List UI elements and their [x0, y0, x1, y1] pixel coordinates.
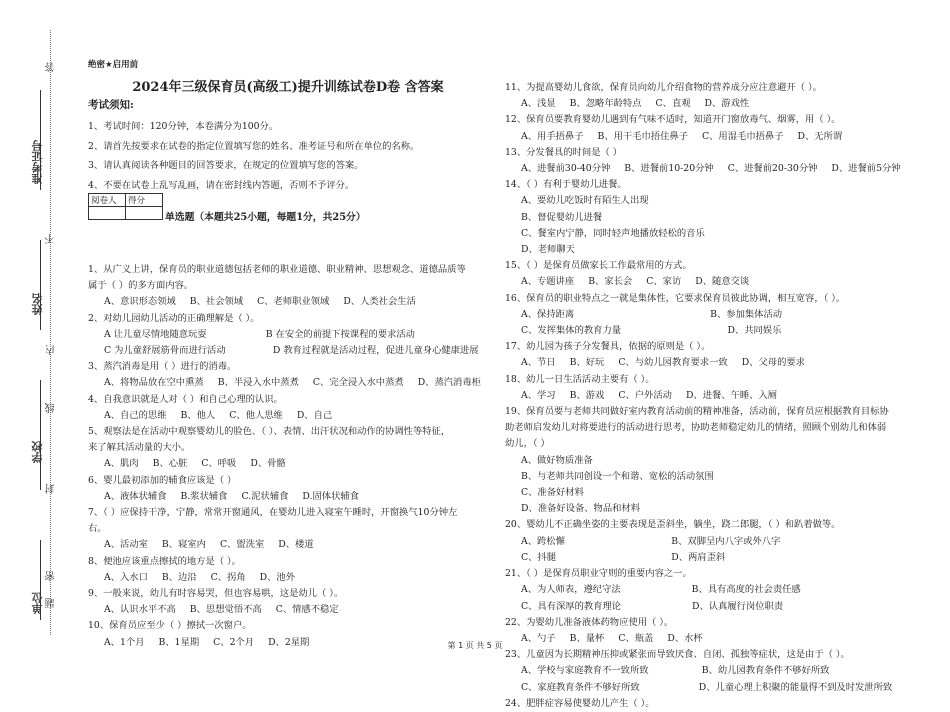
- answer-option[interactable]: D、准备好设备、物品和材料: [521, 503, 641, 515]
- left-questions: [88, 262, 493, 651]
- answer-option[interactable]: A、要幼儿吃饭时有陌生人出现: [521, 195, 649, 207]
- answer-option[interactable]: D、人类社会生活: [343, 296, 416, 308]
- option-row: [505, 129, 905, 145]
- question-item: [505, 647, 905, 696]
- answer-option[interactable]: D、无所谓: [797, 130, 843, 142]
- note-line: 1、考试时间：120分钟，本卷满分为100分。: [88, 121, 279, 132]
- answer-option[interactable]: A、学校与家庭教育不一致所致 B、幼儿园教育条件不够好所致: [521, 665, 830, 677]
- question-text: 幼儿，（ ）: [505, 438, 550, 450]
- question-text: 21、（ ）是保育员职业守则的重要内容之一。: [505, 568, 692, 580]
- answer-option[interactable]: B、1星期: [158, 636, 200, 648]
- question-text: 19、保育员要与老师共同做好室内教育活动前的精神准备，活动前，保育员应根据教育目标协: [505, 406, 889, 418]
- question-text: 23、儿童因为长期精神压抑或紧张而导致厌食、自闭、孤独等症状，这是由于（ ）。: [505, 649, 850, 661]
- answer-option[interactable]: C、进餐前20-30分钟: [727, 163, 818, 175]
- answer-option[interactable]: A、意识形态领域: [104, 296, 176, 308]
- question-item: [88, 424, 493, 473]
- answer-option[interactable]: C、他人思维: [229, 409, 283, 421]
- option-row: [505, 274, 905, 290]
- secret-label: 绝密★启用前: [88, 60, 139, 70]
- answer-option[interactable]: A、用手捂鼻子: [521, 130, 584, 142]
- score-table: [88, 193, 163, 220]
- question-text: 5、观察法是在活动中观察婴幼儿的脸色、（ ）、表情、出汗状况和动作的协调性等特征，: [88, 426, 451, 438]
- answer-option[interactable]: B、寝室内: [161, 539, 206, 551]
- answer-option[interactable]: B、与老师共同创设一个和谐、宽松的活动氛围: [521, 470, 714, 482]
- question-text: 1、从广义上讲，保育员的职业道德包括老师的职业道德、职业精神、思想观念、道德品质等: [88, 264, 466, 275]
- answer-option[interactable]: D、池外: [259, 571, 296, 583]
- seal-mark: 线: [46, 403, 57, 413]
- answer-option[interactable]: A、进餐前30-40分钟: [521, 163, 611, 175]
- exam-notes: [88, 117, 488, 195]
- exam-number-label: 准考证号: [31, 140, 44, 184]
- answer-option[interactable]: B、忽略年龄特点: [569, 98, 642, 110]
- option-row: [88, 489, 493, 505]
- question-text: 11、为提高婴幼儿食欲，保育员向幼儿介绍食物的营养成分应注意避开（ ）。: [505, 82, 822, 93]
- answer-option[interactable]: A、液体状辅食: [104, 490, 167, 502]
- question-item: [505, 696, 905, 712]
- seal-mark: 封: [46, 484, 57, 494]
- answer-option[interactable]: D、蒸汽消毒柜: [417, 377, 481, 389]
- question-item: [505, 517, 905, 566]
- answer-option[interactable]: C、完全浸入水中蒸煮: [312, 377, 404, 389]
- option-row: [88, 537, 493, 553]
- question-item: [505, 258, 905, 290]
- answer-option[interactable]: D、进餐、午睡、入厕: [685, 389, 778, 401]
- answer-option[interactable]: B、他人: [180, 409, 216, 421]
- answer-option[interactable]: A、节日: [521, 357, 556, 369]
- answer-option[interactable]: D、楼道: [278, 539, 314, 551]
- answer-option[interactable]: D、随意交谈: [695, 276, 750, 288]
- question-item: [505, 291, 905, 340]
- question-text: 右。: [88, 523, 107, 535]
- answer-option[interactable]: A、入水口: [104, 571, 148, 583]
- option-row: [88, 375, 493, 391]
- question-text: 18、幼儿一日生活活动主要有（ ）。: [505, 373, 655, 385]
- option-row: [505, 96, 905, 112]
- question-item: [505, 80, 905, 112]
- question-item: [88, 262, 493, 311]
- question-item: [88, 505, 493, 554]
- school-blank[interactable]: [40, 380, 41, 490]
- answer-option[interactable]: C、与幼儿园教育要求一致: [618, 357, 728, 369]
- option-row: [88, 602, 493, 618]
- answer-option[interactable]: B、好玩: [569, 357, 605, 369]
- note-line: 2、请首先按要求在试卷的指定位置填写您的姓名、准考证号和所在单位的名称。: [88, 140, 420, 152]
- answer-option[interactable]: A、肌肉: [104, 458, 139, 470]
- question-item: [88, 359, 493, 391]
- question-text: 3、蒸汽消毒是用（ ）进行的消毒。: [88, 361, 237, 373]
- answer-option[interactable]: C、用湿毛巾捂鼻子: [702, 130, 784, 142]
- school-label: 学校: [31, 441, 44, 463]
- answer-option[interactable]: C、直观: [655, 98, 691, 110]
- question-item: [88, 586, 493, 618]
- question-text: 20、婴幼儿不正确坐姿的主要表现是歪斜坐，躺坐，跷二郎腿，（ ）和趴着做等。: [505, 519, 841, 531]
- question-item: [505, 145, 905, 177]
- seal-mark: 内: [46, 345, 57, 355]
- score-cell[interactable]: [126, 207, 163, 220]
- answer-option[interactable]: C、家访: [646, 276, 682, 288]
- grader-cell[interactable]: [89, 207, 126, 220]
- question-text: 17、幼儿园为孩子分发餐具，依据的原则是（ ）。: [505, 341, 711, 353]
- answer-option[interactable]: C.泥状辅食: [241, 490, 289, 502]
- answer-option[interactable]: A、浅显: [521, 98, 556, 110]
- question-text: 13、分发餐具的时间是（ ）: [505, 146, 623, 158]
- answer-option[interactable]: D、水杯: [667, 632, 703, 644]
- question-item: [88, 392, 493, 424]
- page-footer: 第 1 页 共 5 页: [447, 641, 503, 650]
- question-item: [505, 112, 905, 144]
- question-text: 8、便池应该重点擦拭的地方是（ ）。: [88, 555, 241, 567]
- question-text: 24、肥胖症容易使婴幼儿产生（ ）。: [505, 697, 655, 709]
- question-item: [505, 339, 905, 371]
- option-row: [505, 355, 905, 371]
- option-row: [88, 408, 493, 424]
- binding-margin: [0, 0, 60, 671]
- answer-option[interactable]: C、情感不稳定: [275, 604, 339, 616]
- seal-mark: 题: [46, 598, 57, 608]
- answer-option[interactable]: C、呼吸: [201, 458, 237, 470]
- answer-option[interactable]: B、社会领域: [189, 296, 244, 308]
- answer-option[interactable]: A、跨松懈 B、双脚呈内八字或外八字: [521, 535, 781, 547]
- answer-option[interactable]: C 为儿童舒展筋骨而进行活动 D 教育过程就是活动过程，促进儿童身心健康进展: [104, 345, 479, 357]
- answer-option[interactable]: B、游戏: [569, 389, 605, 401]
- option-row: [88, 294, 493, 310]
- answer-option[interactable]: C、餐室内宁静，同时轻声地播放轻松的音乐: [521, 227, 705, 239]
- answer-option[interactable]: A、认识水平不高: [104, 604, 176, 616]
- answer-option[interactable]: B.浆状辅食: [180, 490, 228, 502]
- answer-option[interactable]: C、老师职业领域: [257, 296, 330, 308]
- unit-blank[interactable]: [40, 540, 41, 620]
- answer-option[interactable]: A、将物品放在空中熏蒸: [104, 377, 204, 389]
- answer-option[interactable]: C、拐角: [210, 571, 246, 583]
- note-line: 3、请认真阅读各种题目的回答要求，在规定的位置填写您的答案。: [88, 160, 364, 171]
- answer-option[interactable]: A、学习: [521, 389, 556, 401]
- answer-option[interactable]: D、自己: [296, 409, 333, 421]
- answer-option[interactable]: A 让儿童尽情地随意玩耍 B 在安全的前提下按课程的要求活动: [104, 328, 415, 340]
- question-item: [88, 473, 493, 505]
- question-item: [505, 177, 905, 258]
- question-text: 14、（ ）有利于婴幼儿进餐。: [505, 179, 627, 191]
- answer-option[interactable]: D、2星期: [268, 636, 310, 648]
- answer-option[interactable]: D、老师聊天: [521, 244, 575, 256]
- score-header: 得分: [126, 194, 163, 207]
- answer-option[interactable]: A、勺子: [521, 632, 556, 644]
- answer-option[interactable]: A、专题讲座: [521, 276, 575, 288]
- answer-option[interactable]: B、心脏: [152, 458, 188, 470]
- question-text: 9、一般来说，幼儿有时容易哭，但也容易哄，这是幼儿（ ）。: [88, 588, 344, 600]
- answer-option[interactable]: D、父母的要求: [741, 357, 805, 369]
- answer-option[interactable]: C、瓶盖: [618, 632, 654, 644]
- answer-option[interactable]: A、做好物质准备: [521, 454, 593, 466]
- option-row: [505, 161, 905, 177]
- answer-option[interactable]: C、具有深厚的教育理论 D、认真履行岗位职责: [521, 600, 784, 612]
- question-text: 22、为婴幼儿准备液体药物应使用（ ）。: [505, 616, 674, 628]
- answer-option[interactable]: C、家庭教育条件不够好所致 D、儿童心理上积聚的能量得不到及时发泄所致: [521, 681, 893, 693]
- answer-option[interactable]: D、进餐前5分钟: [831, 163, 901, 175]
- exam-number-blank[interactable]: [40, 90, 41, 190]
- seal-line: [50, 30, 51, 635]
- question-item: [88, 311, 493, 360]
- question-text: 16、保育员的职业特点之一就是集体性，它要求保育员彼此协调，相互宽容，（ ）。: [505, 292, 846, 304]
- question-item: [88, 554, 493, 586]
- question-text: 15、（ ）是保育员做家长工作最常用的方式。: [505, 260, 692, 272]
- unit-label: 单位: [31, 592, 44, 614]
- option-row: [88, 570, 493, 586]
- answer-option[interactable]: A、自己的思维: [104, 409, 167, 421]
- answer-option[interactable]: C、抖腿 D、两肩歪斜: [521, 551, 726, 563]
- question-text: 6、婴儿最初添加的辅食应该是（ ）: [88, 474, 237, 486]
- answer-option[interactable]: A、1个月: [104, 636, 145, 648]
- answer-option[interactable]: D.固体状辅食: [302, 490, 359, 502]
- answer-option[interactable]: B、思想觉悟不高: [189, 604, 262, 616]
- name-blank[interactable]: [40, 240, 41, 330]
- section-heading: 单选题（本题共25小题，每题1分，共25分）: [165, 212, 366, 223]
- answer-option[interactable]: B、进餐前10-20分钟: [624, 163, 714, 175]
- question-text: 属于（ ）的多方面内容。: [88, 280, 194, 292]
- answer-option[interactable]: C、盥洗室: [219, 539, 265, 551]
- exam-title: 2024年三级保育员(高级工)提升训练试卷D卷 含答案: [132, 80, 444, 95]
- question-text: 10、保育员应至少（ ）擦拭一次窗户。: [88, 620, 252, 632]
- question-text: 4、自我意识就是人对（ ）和自己心理的认识。: [88, 393, 283, 405]
- answer-option[interactable]: C、户外活动: [618, 389, 672, 401]
- question-text: 12、保育员要教育婴幼儿遇到有气味不适时，知道开门窗放毒气、烟雾，用（ ）。: [505, 114, 841, 126]
- answer-option[interactable]: B、边沿: [161, 571, 197, 583]
- note-line: 4、不要在试卷上乱写乱画，请在密封线内答题，否则不予评分。: [88, 179, 355, 191]
- question-text: 7、（ ）应保持干净，宁静，常常开窗通风，在婴幼儿进入寝室午睡时，开窗换气10分钟左: [88, 507, 458, 519]
- answer-option[interactable]: B、督促婴幼儿进餐: [521, 211, 603, 223]
- answer-option[interactable]: C、2个月: [213, 636, 255, 648]
- answer-option[interactable]: D、游戏性: [704, 98, 750, 110]
- answer-option[interactable]: A、为人师表，遵纪守法 B、具有高度的社会责任感: [521, 584, 801, 596]
- option-row: [505, 388, 905, 404]
- question-item: [505, 566, 905, 615]
- name-label: 姓名: [31, 293, 44, 315]
- notes-title: 考试须知:: [88, 99, 134, 111]
- seal-mark: 密: [46, 571, 57, 581]
- option-row: [88, 456, 493, 472]
- seal-mark: 答: [46, 62, 57, 72]
- question-item: [505, 404, 905, 517]
- answer-option[interactable]: B、半浸入水中蒸煮: [217, 377, 299, 389]
- answer-option[interactable]: A、活动室: [104, 539, 148, 551]
- answer-option[interactable]: B、用干毛巾捂住鼻子: [597, 130, 689, 142]
- question-text: 助老师启发幼儿对将要进行的活动进行思考，协助老师稳定幼儿的情绪，照顾个别幼儿和体弱: [505, 422, 887, 434]
- answer-option[interactable]: A、保持距离 B、参加集体活动: [521, 308, 783, 320]
- answer-option[interactable]: C、发挥集体的教育力量 D、共同娱乐: [521, 325, 782, 337]
- question-text: 2、对幼儿园幼儿活动的正确理解是（ ）。: [88, 312, 260, 324]
- answer-option[interactable]: B、家长会: [588, 276, 633, 288]
- answer-option[interactable]: B、量杯: [569, 632, 605, 644]
- grader-header: 阅卷人: [89, 194, 126, 207]
- answer-option[interactable]: C、准备好材料: [521, 487, 584, 499]
- seal-mark: 不: [46, 234, 57, 244]
- answer-option[interactable]: D、骨骼: [250, 458, 286, 470]
- question-item: [505, 372, 905, 404]
- right-questions: [505, 80, 905, 712]
- question-text: 来了解其活动量的大小。: [88, 442, 191, 454]
